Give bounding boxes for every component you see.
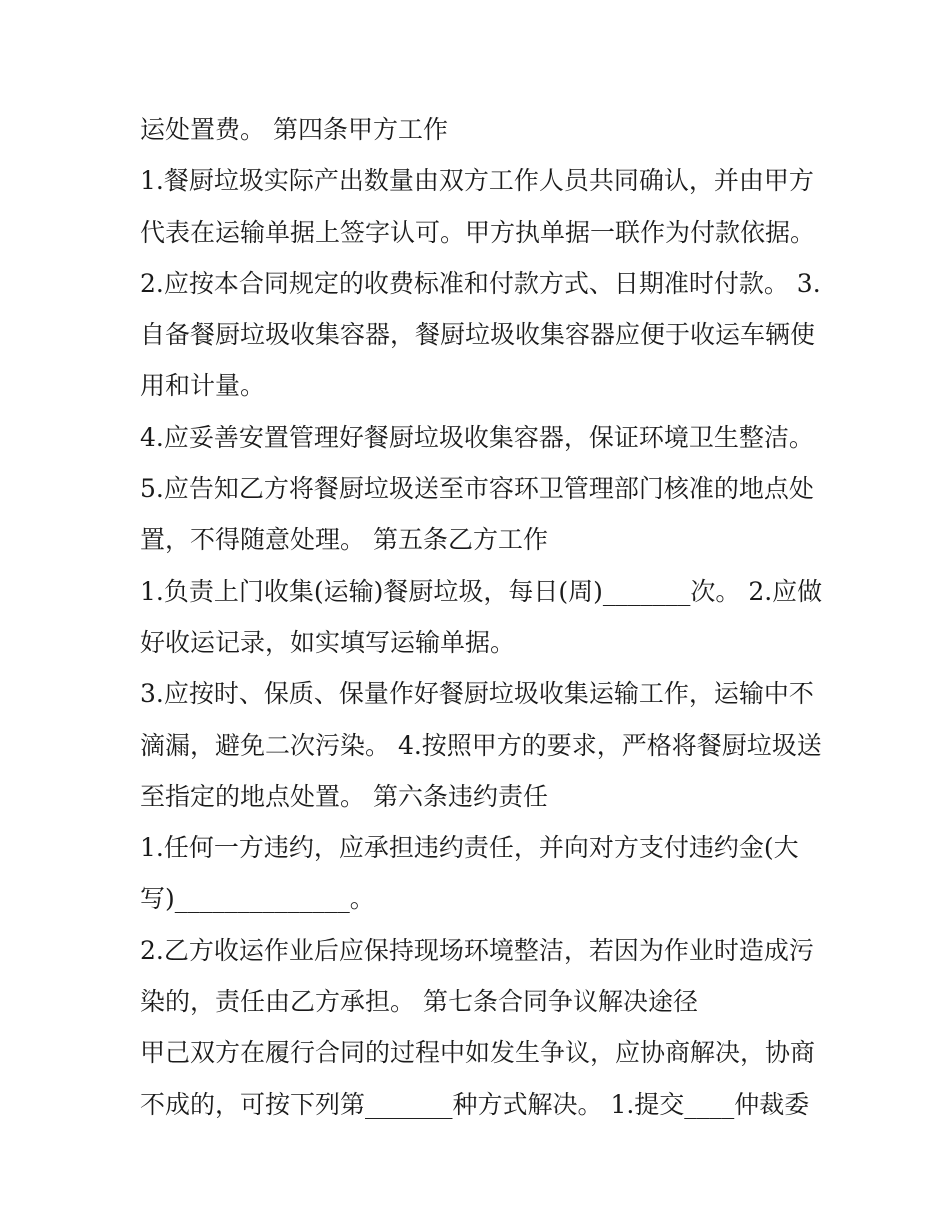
text-line: 2.应按本合同规定的收费标准和付款方式、日期准时付款。 3. [140, 268, 821, 298]
text-line: 置，不得随意处理。 第五条乙方工作 [140, 525, 548, 555]
text-line: 代表在运输单据上签字认可。甲方执单据一联作为付款依据。 [140, 217, 816, 247]
text-line: 至指定的地点处置。 第六条违约责任 [140, 781, 548, 811]
text-line: 用和计量。 [140, 371, 266, 401]
text-line: 5.应告知乙方将餐厨垃圾送至市容环卫管理部门核准的地点处 [140, 474, 814, 504]
text-line: 染的，责任由乙方承担。 第七条合同争议解决途径 [140, 987, 698, 1017]
text-line: 3.应按时、保质、保量作好餐厨垃圾收集运输工作，运输中不 [140, 679, 814, 709]
text-line: 运处置费。 第四条甲方工作 [140, 115, 448, 144]
text-line: 写)______________。 [140, 884, 375, 914]
text-line: 滴漏，避免二次污染。 4.按照甲方的要求，严格将餐厨垃圾送 [140, 730, 822, 760]
text-line: 1.任何一方违约，应承担违约责任，并向对方支付违约金(大 [140, 833, 799, 863]
text-line: 2.乙方收运作业后应保持现场环境整洁，若因为作业时造成污 [140, 935, 814, 965]
text-line: 自备餐厨垃圾收集容器，餐厨垃圾收集容器应便于收运车辆使 [140, 320, 816, 350]
text-line: 好收运记录，如实填写运输单据。 [140, 627, 516, 657]
text-line: 甲己双方在履行合同的过程中如发生争议，应协商解决，协商 [140, 1038, 816, 1068]
text-line: 1.餐厨垃圾实际产出数量由双方工作人员共同确认，并由甲方 [140, 166, 814, 196]
text-line: 1.负责上门收集(运输)餐厨垃圾，每日(周)_______次。 2.应做 [140, 576, 823, 606]
text-line: 不成的，可按下列第_______种方式解决。 1.提交____仲裁委 [140, 1089, 810, 1119]
text-line: 4.应妥善安置管理好餐厨垃圾收集容器，保证环境卫生整洁。 [140, 422, 814, 452]
contract-text [140, 104, 830, 1130]
